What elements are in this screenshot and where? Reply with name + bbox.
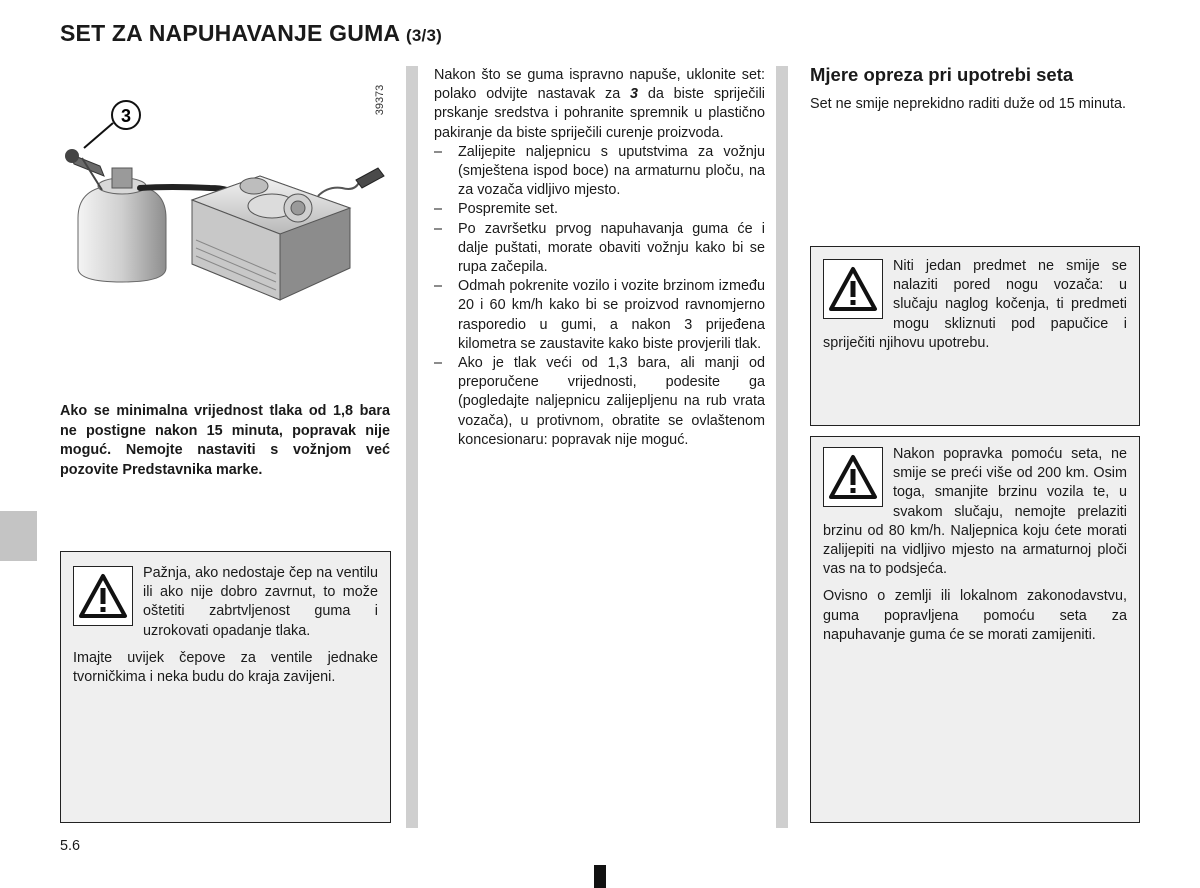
page-title-text: SET ZA NAPUHAVANJE GUMA — [60, 20, 400, 46]
figure-number — [370, 74, 390, 126]
warning-triangle-icon — [823, 447, 883, 507]
valve-cap-warning-text: Pažnja, ako nedostaje čep na ventilu ili ako nije dobro zavrnut, to može oštetiti zabrtvljenost guma i uzrokovati opadanje tlaka. — [143, 565, 378, 639]
page-number: 5.6 — [60, 838, 81, 854]
instructions-column — [434, 66, 765, 450]
list-item: – Ako je tlak veći od 1,3 bara, ali manji od preporučene vrijednosti, podesite ga (pogledajte naljepnicu zalijepljenu na rub vrata vozača), u protivnom, obratite se ovlaštenom koncesionaru: popravak nije moguć. — [434, 355, 765, 448]
column-separator-left — [406, 66, 418, 828]
list-item: – Odmah pokrenite vozilo i vozite brzinom između 20 i 60 km/h kako bi se proizvod ravnomjerno rasporedio u gumi, a nakon 3 prijeđena kilometra se zaustavite kako biste provjerili tlak. — [434, 278, 765, 352]
pedal-obstruction-warning-text: Niti jedan predmet ne smije se nalaziti pored nogu vozača: u slučaju naglog kočenja, ti predmeti mogu skliznuti pod papučice i spriječiti njihovu upotrebu. — [823, 258, 1127, 351]
precautions-heading: Mjere opreza pri upotrebi seta — [810, 64, 1074, 85]
valve-cap-warning-box — [60, 551, 391, 823]
warning-triangle-icon — [823, 259, 883, 319]
page-title — [60, 20, 442, 47]
inflation-kit-illustration — [60, 68, 390, 318]
figure-callout-number: 3 — [120, 106, 132, 126]
list-item: – Zalijepite naljepnicu s uputstvima za vožnju (smještena ispod boce) na armaturnu ploču, na za vozača vidljivo mjesto. — [434, 143, 765, 199]
column-separator-right — [776, 66, 788, 828]
tyre-replacement-note: Ovisno o zemlji ili lokalnom zakonodavstvu, guma popravljena pomoću seta za napuhavanje guma će se morati zamijeniti. — [823, 588, 1127, 643]
instruction-list — [434, 143, 765, 450]
valve-cap-advice-text: Imajte uvijek čepove za ventile jednake tvorničkima i neka budu do kraja zavijeni. — [73, 649, 378, 686]
after-repair-warning-text: Nakon popravka pomoću seta, ne smije se preći više od 200 km. Osim toga, smanjite brzinu vozila te, u svakom slučaju, nemojte prelaziti brzinu od 80 km/h. Naljepnica koju ćete morati zalijepiti na vidljivo mjesto na armaturnoj ploči vas na to podsjeća. — [823, 446, 1127, 578]
kit-removal-paragraph: Nakon što se guma ispravno napuše, uklonite set: polako odvijte nastavak za 3 da biste spriječili prskanje sredstva i pohranite spremnik u plastično pakiranje da biste spriječili curenje proizvoda. — [434, 67, 765, 141]
list-item: – Pospremite set. — [434, 201, 558, 218]
after-repair-warning-box — [810, 436, 1140, 823]
section-side-tab — [0, 511, 37, 561]
minimum-pressure-warning: Ako se minimalna vrijednost tlaka od 1,8 bara ne postigne nakon 15 minuta, popravak nije moguć. Nemojte nastaviti s vožnjom već pozovite Predstavnika marke. — [60, 403, 390, 478]
warning-triangle-icon — [73, 566, 133, 626]
precautions-body: Set ne smije neprekidno raditi duže od 15 minuta. — [810, 96, 1126, 112]
pedal-obstruction-warning-box — [810, 246, 1140, 426]
figure-number-text: 39373 — [374, 84, 386, 116]
page-title-part: (3/3) — [406, 26, 442, 45]
page-edge-mark — [594, 865, 606, 888]
list-item: – Po završetku prvog napuhavanja guma će i dalje puštati, morate obaviti vožnju kako bi se rupa začepila. — [434, 220, 765, 276]
